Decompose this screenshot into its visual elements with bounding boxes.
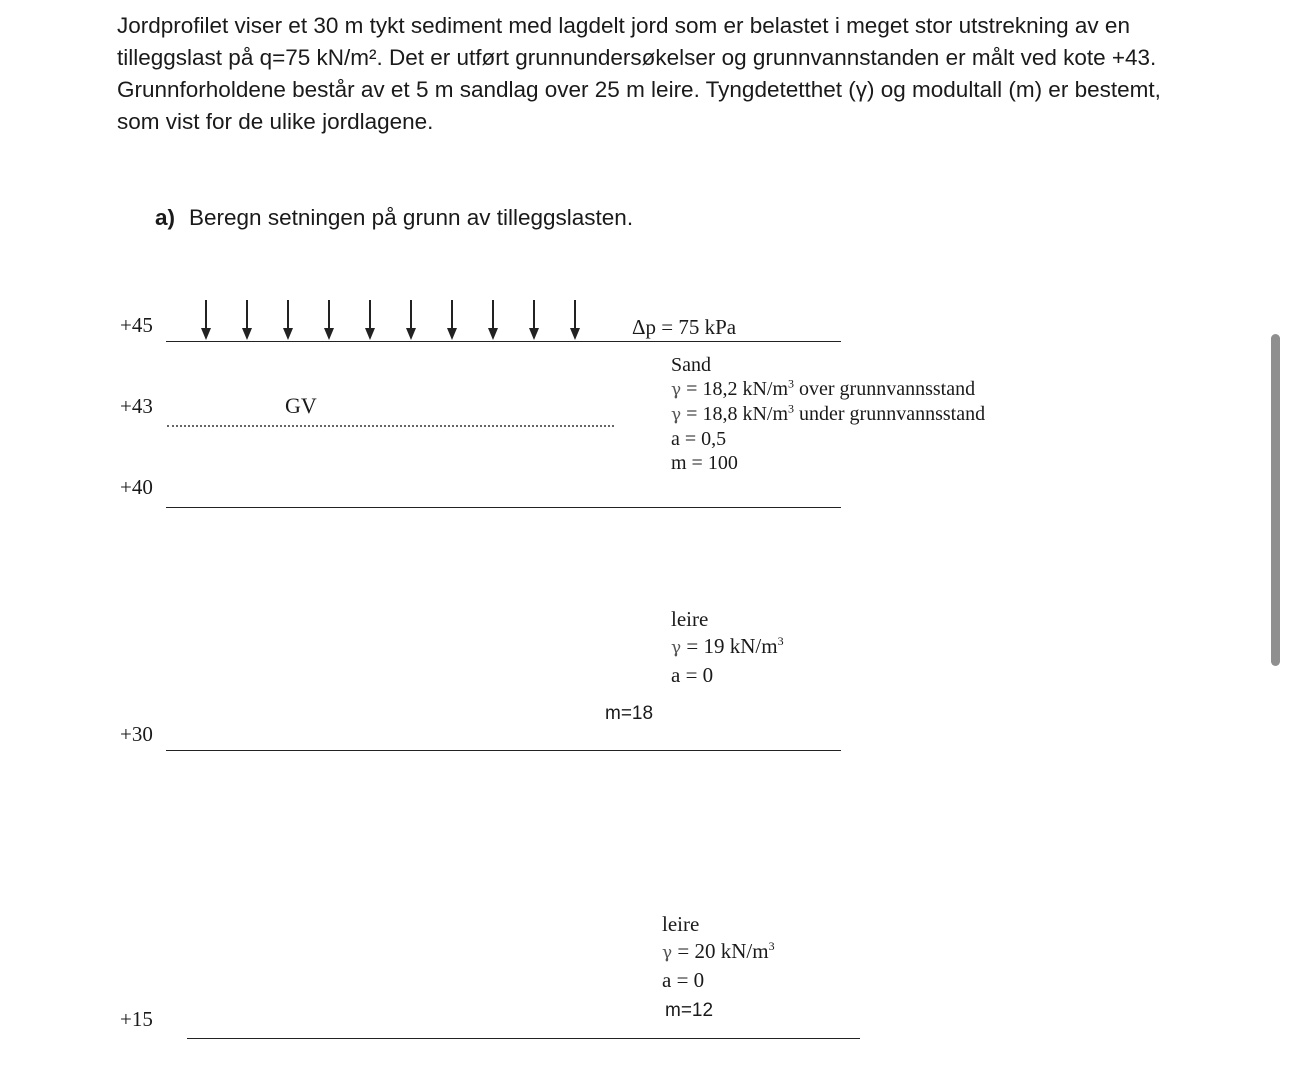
elevation-label-45: +45 [120,313,153,337]
sand-gamma-below: γ = 18,8 $kN/m^3$ under grunnvannsstand [671,401,986,425]
elevation-label-43: +43 [120,394,153,418]
load-arrow [529,300,539,340]
clay1-name: leire [671,607,709,631]
clay1-m-value: m=18 [605,703,654,724]
clay2-gamma: γ = 20 $kN/m^3$ [662,939,775,963]
load-arrow [242,300,252,340]
vertical-scrollbar[interactable] [1271,334,1280,666]
sand-gamma-above: γ = 18,2 $kN/m^3$ over grunnvannsstand [671,376,976,400]
task-a [155,202,633,234]
sand-properties [671,353,985,475]
elevation-label-15: +15 [120,1007,153,1031]
sand-clay-boundary-line [166,507,841,508]
load-label: Δp = 75 kPa [632,315,737,339]
groundwater-label: GV [285,393,317,418]
sand-a-value: a = 0,5 [671,428,727,450]
clay1-properties [671,606,784,689]
load-arrow [365,300,375,340]
sand-name: Sand [671,354,711,376]
elevation-label-40: +40 [120,475,153,499]
intro-paragraph-2: Grunnforholdene består av et 5 m sandlag over 25 m leire. Tyngdetetthet (γ) og modultall (m) er bestemt, som vist for de ulike jordlagene. [117,77,1161,134]
load-arrows [190,298,590,344]
clay1-a-value: a = 0 [671,663,714,687]
load-arrow [283,300,293,340]
elevation-label-30: +30 [120,722,153,746]
load-arrow [570,300,580,340]
clay2-properties [662,911,775,994]
bottom-boundary-line [187,1038,860,1039]
clay2-name: leire [662,912,700,936]
clay2-a-value: a = 0 [662,968,705,992]
intro-text [117,10,1197,138]
clay2-m-value: m=12 [665,1000,714,1021]
clay1-gamma: γ = 19 $kN/m^3$ [671,634,784,658]
groundwater-line [167,425,614,427]
task-label: a) [155,205,176,230]
load-arrow [324,300,334,340]
load-arrow [447,300,457,340]
load-arrow [488,300,498,340]
intro-paragraph-1: Jordprofilet viser et 30 m tykt sediment med lagdelt jord som er belastet i meget stor utstrekning av en tilleggslast på q=75 kN/m². Det er utført grunnundersøkelser og grunnvannstanden er målt ved kote +43. [117,13,1157,70]
ground-surface-line [166,341,841,342]
sand-m-value: m = 100 [671,452,738,474]
load-arrow [201,300,211,340]
clay-layer-boundary-line [166,750,841,751]
task-text: Beregn setningen på grunn av tilleggslasten. [189,205,634,230]
load-arrow [406,300,416,340]
